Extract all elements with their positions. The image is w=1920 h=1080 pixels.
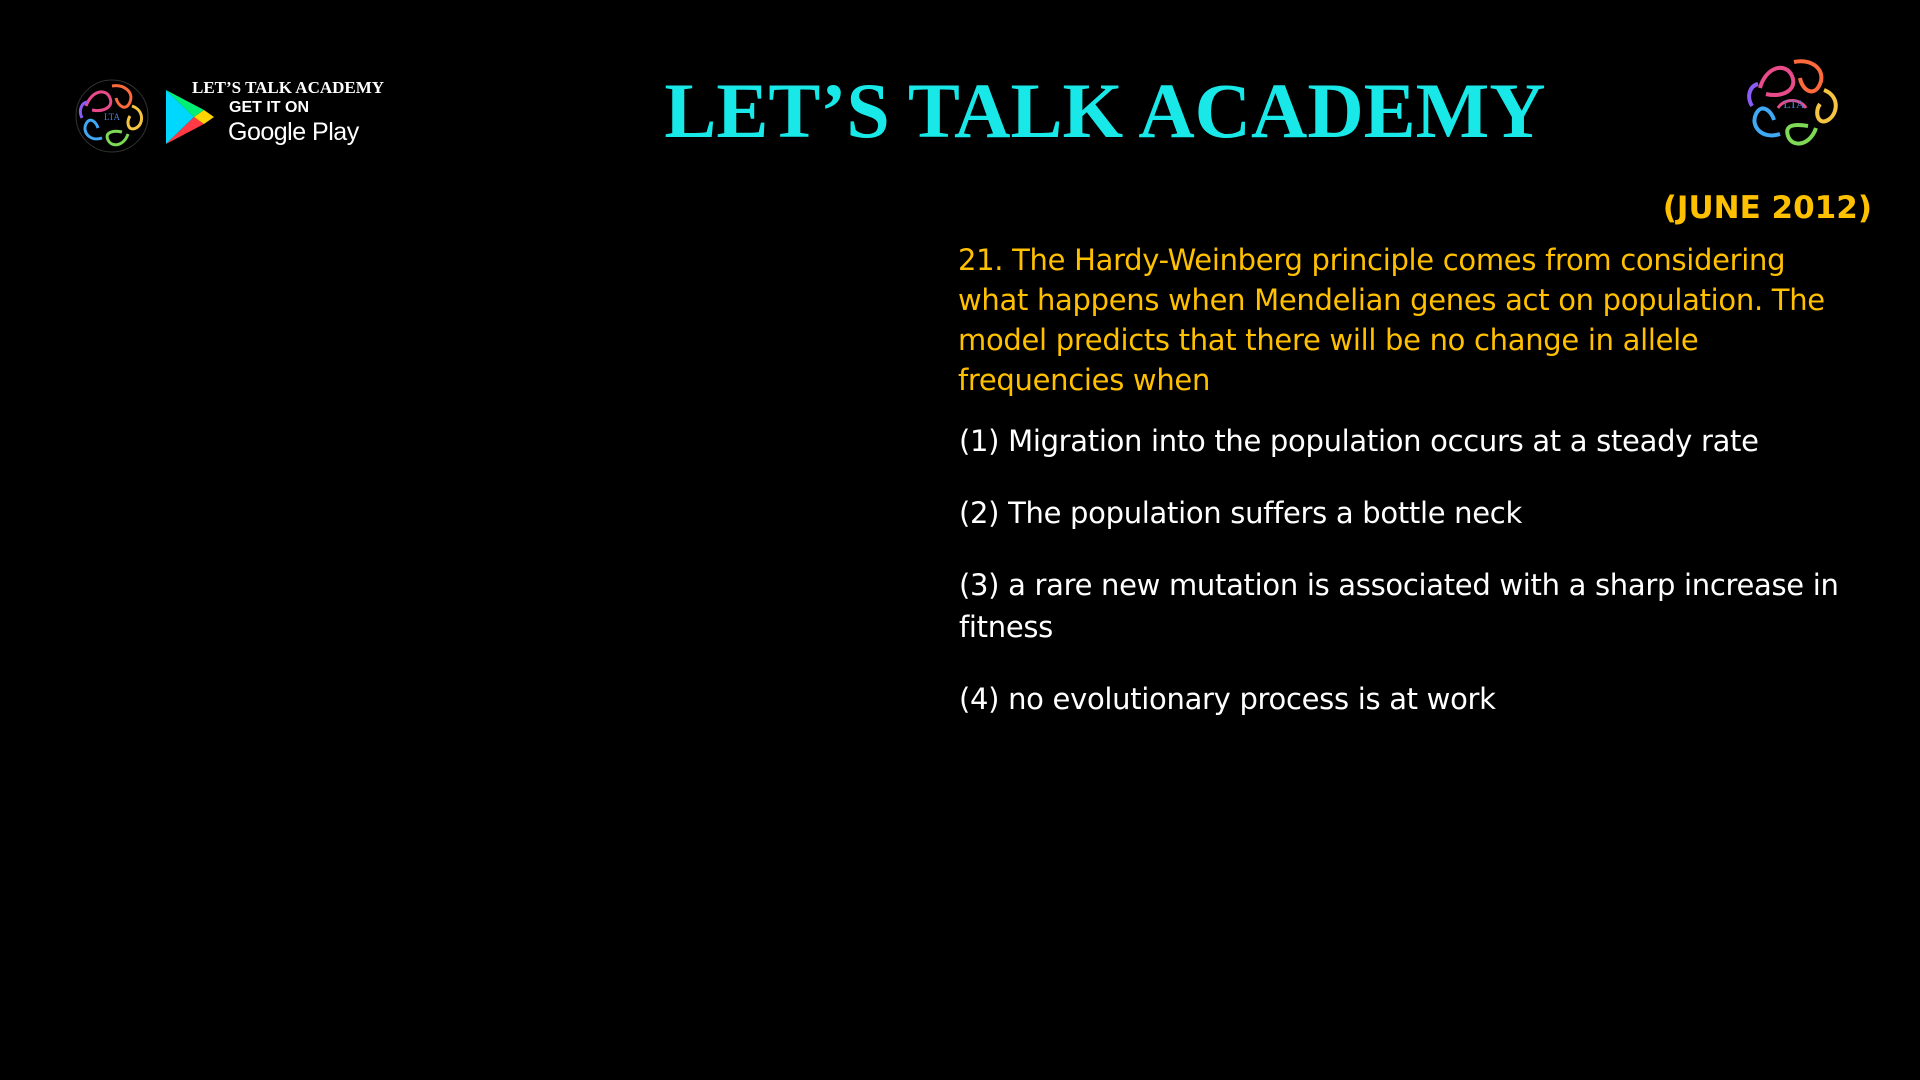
option-1[interactable]: (1) Migration into the population occurs at a steady rate: [959, 424, 1759, 458]
molecular-logo-icon: [72, 76, 152, 156]
answer-options: [959, 420, 1859, 750]
svg-text:LTA: LTA: [1783, 97, 1805, 111]
molecular-logo-icon: [1738, 48, 1850, 160]
question-text: 21. The Hardy-Weinberg principle comes from considering what happens when Mendelian genes act on population. The model predicts that there will be no change in allele frequencies when: [958, 243, 1825, 397]
svg-text:LTA: LTA: [104, 112, 120, 122]
badge-store-name: Google Play: [228, 118, 359, 146]
option-2[interactable]: (2) The population suffers a bottle neck: [959, 496, 1522, 530]
badge-academy-name: LET’S TALK ACADEMY: [192, 78, 385, 97]
option-3[interactable]: (3) a rare new mutation is associated with a sharp increase in fitness: [959, 568, 1839, 644]
google-play-badge[interactable]: [72, 76, 412, 162]
page-title: LET’S TALK ACADEMY: [664, 67, 1546, 154]
option-4[interactable]: (4) no evolutionary process is at work: [959, 682, 1496, 716]
badge-get-it-on: GET IT ON: [229, 99, 309, 116]
exam-session-label: (JUNE 2012): [1662, 190, 1872, 226]
